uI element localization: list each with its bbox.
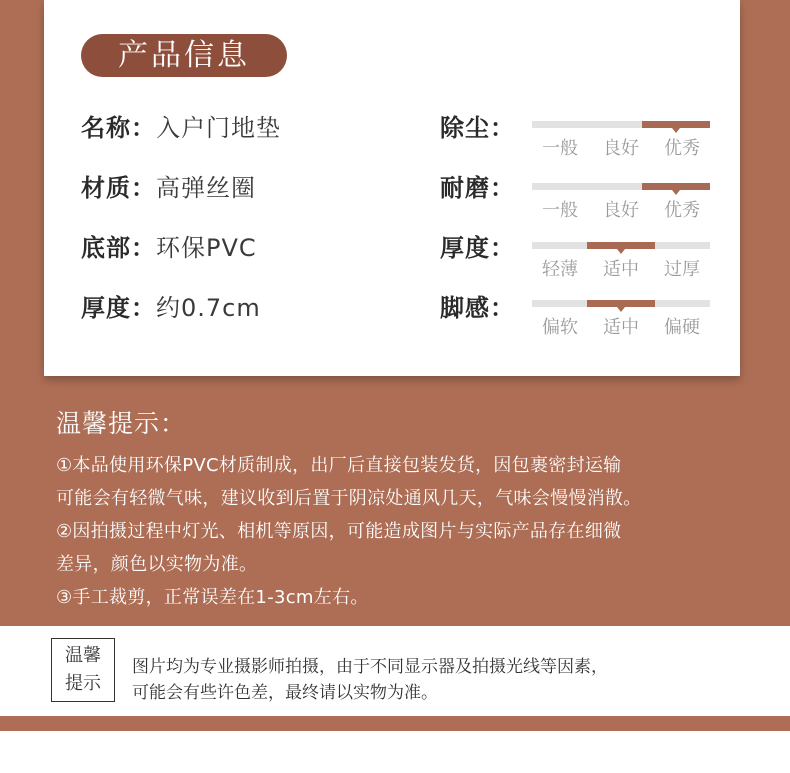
product-info-card: [44, 0, 740, 376]
tips-line: 差异，颜色以实物为准。: [56, 554, 258, 575]
notice-badge-line: 温馨: [65, 645, 101, 666]
notice-badge-line: 提示: [65, 673, 101, 694]
spec-value: 高弹丝圈: [156, 174, 256, 202]
rating-bar-fill: [642, 121, 710, 128]
spec-row-thickness: [81, 288, 261, 323]
rating-scale-dust: [532, 117, 710, 157]
section-title-badge: 产品信息: [81, 34, 287, 77]
rating-bar: [532, 183, 710, 190]
rating-label-thickness: 厚度：: [440, 234, 515, 262]
rating-scale-thickness: [532, 238, 710, 278]
rating-option: 优秀: [664, 138, 700, 159]
rating-pointer-icon: [672, 128, 680, 133]
rating-bar: [532, 300, 710, 307]
tips-heading: 温馨提示：: [56, 409, 187, 438]
tips-line: ②因拍摄过程中灯光、相机等原因，可能造成图片与实际产品存在细微: [56, 521, 622, 542]
spec-key: 底部：: [81, 234, 156, 262]
rating-option: 良好: [603, 138, 639, 159]
bottom-brown-strip: [0, 716, 790, 731]
spec-row-bottom: [81, 228, 257, 263]
rating-option: 偏软: [542, 317, 578, 338]
spec-row-material: [81, 168, 256, 203]
notice-badge: [51, 638, 115, 702]
tips-line: ③手工裁剪，正常误差在1-3cm左右。: [56, 587, 369, 608]
spec-value: 入户门地垫: [156, 114, 281, 142]
tips-line: 可能会有轻微气味，建议收到后置于阴凉处通风几天，气味会慢慢消散。: [56, 488, 642, 509]
rating-option: 轻薄: [542, 259, 578, 280]
rating-option: 一般: [542, 138, 578, 159]
rating-scale-feel: [532, 296, 710, 336]
rating-bar-fill: [587, 242, 655, 249]
rating-bar: [532, 242, 710, 249]
spec-key: 厚度：: [81, 294, 156, 322]
rating-option: 良好: [603, 200, 639, 221]
tips-line: ①本品使用环保PVC材质制成，出厂后直接包装发货，因包裹密封运输: [56, 455, 622, 476]
rating-option: 一般: [542, 200, 578, 221]
spec-key: 材质：: [81, 174, 156, 202]
rating-option: 适中: [603, 259, 639, 280]
spec-value: 约0.7cm: [156, 294, 261, 322]
rating-pointer-icon: [672, 190, 680, 195]
rating-scale-wear: [532, 179, 710, 219]
rating-pointer-icon: [617, 307, 625, 312]
rating-option: 过厚: [664, 259, 700, 280]
rating-label-dust: 除尘：: [440, 114, 515, 142]
rating-bar: [532, 121, 710, 128]
rating-bar-fill: [642, 183, 710, 190]
rating-option: 偏硬: [664, 317, 700, 338]
notice-text-line: 可能会有些许色差，最终请以实物为准。: [132, 683, 438, 703]
rating-label-wear: 耐磨：: [440, 174, 515, 202]
spec-row-name: [81, 108, 281, 143]
spec-key: 名称：: [81, 114, 156, 142]
rating-bar-fill: [587, 300, 655, 307]
rating-label-feel: 脚感：: [440, 294, 515, 322]
rating-pointer-icon: [617, 249, 625, 254]
rating-option: 适中: [603, 317, 639, 338]
notice-text-line: 图片均为专业摄影师拍摄，由于不同显示器及拍摄光线等因素，: [132, 657, 608, 677]
spec-value: 环保PVC: [156, 234, 257, 262]
rating-option: 优秀: [664, 200, 700, 221]
